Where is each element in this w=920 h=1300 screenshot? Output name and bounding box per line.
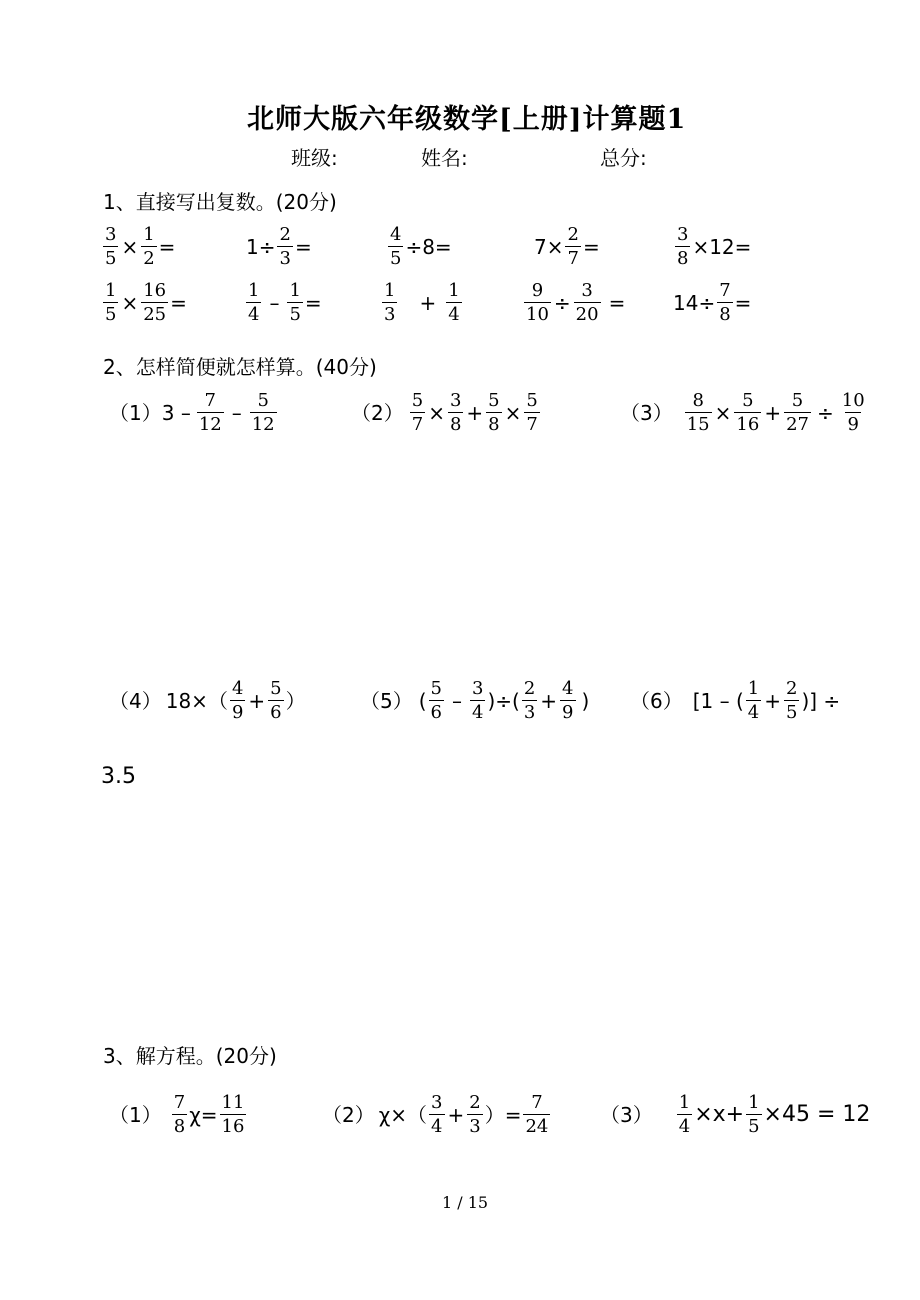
fraction: $\frac{1}{5}$: [289, 280, 301, 325]
q3-equation-3: （3） $\frac{1}{4}$ ×x+ $\frac{1}{5}$ ×45 = 12: [600, 1092, 871, 1137]
fraction: $\frac{4}{9}$: [231, 678, 244, 723]
fraction: $\frac{3}{4}$: [431, 1092, 443, 1137]
fraction: $\frac{11}{16}$: [221, 1092, 245, 1137]
q2-problem-3: （3） $\frac{8}{15}$ × $\frac{5}{16}$ + $\frac{5}{27}$ ÷ $\frac{10}{9}$: [620, 390, 865, 435]
fraction: $\frac{3}{20}$: [575, 280, 599, 325]
q1-r2-item-4: $\frac{9}{10}$ ÷ $\frac{3}{20}$ =: [526, 280, 626, 325]
fraction: $\frac{4}{9}$: [562, 678, 574, 723]
q1-r1-item-3: $\frac{4}{5}$ ÷8=: [390, 224, 452, 269]
fraction: $\frac{5}{16}$: [736, 390, 760, 435]
class-label: 班级:: [291, 146, 338, 170]
section-1-heading: 1、直接写出复数。(20分): [103, 190, 337, 214]
q1-r1-item-5: $\frac{3}{8}$ ×12=: [677, 224, 752, 269]
q2-problem-6-continuation: 3.5: [101, 764, 136, 789]
fraction: $\frac{1}{3}$: [384, 280, 396, 325]
fraction: $\frac{5}{6}$: [430, 678, 442, 723]
q2-problem-2: （2） $\frac{5}{7}$ × $\frac{3}{8}$ + $\frac{5}{8}$ × $\frac{5}{7}$: [351, 390, 538, 435]
q1-r2-item-2: $\frac{1}{4}$ – $\frac{1}{5}$ =: [248, 280, 322, 325]
fraction: $\frac{3}{5}$: [105, 224, 117, 269]
fraction: $\frac{9}{10}$: [526, 280, 549, 325]
fraction: $\frac{7}{8}$: [719, 280, 731, 325]
fraction: $\frac{3}{8}$: [449, 390, 462, 435]
fraction: $\frac{16}{25}$: [143, 280, 167, 325]
fraction: $\frac{7}{24}$: [525, 1092, 549, 1137]
fraction: $\frac{10}{9}$: [841, 390, 865, 435]
q2-problem-1: （1） 3 – $\frac{7}{12}$ – $\frac{5}{12}$: [109, 390, 275, 435]
q3-equation-2: （2） χ×（ $\frac{3}{4}$ + $\frac{2}{3}$ ）= $\frac{7}{24}$: [322, 1092, 549, 1137]
q2-problem-5: （5） ( $\frac{5}{6}$ – $\frac{3}{4}$ )÷( $\frac{2}{3}$ + $\frac{4}{9}$ ): [360, 678, 590, 723]
page-number: 1 / 15: [442, 1193, 489, 1212]
q1-r1-item-4: 7× $\frac{2}{7}$ =: [534, 224, 600, 269]
fraction: $\frac{3}{4}$: [472, 678, 484, 723]
fraction: $\frac{1}{4}$: [248, 280, 260, 325]
fraction: $\frac{5}{7}$: [526, 390, 538, 435]
q3-equation-1: （1） $\frac{7}{8}$ χ= $\frac{11}{16}$: [109, 1092, 245, 1137]
fraction: $\frac{7}{8}$: [173, 1092, 186, 1137]
q1-r2-item-3: $\frac{1}{3}$ + $\frac{1}{4}$: [384, 280, 460, 325]
fraction: $\frac{5}{7}$: [411, 390, 424, 435]
fraction: $\frac{4}{5}$: [390, 224, 402, 269]
fraction: $\frac{1}{2}$: [143, 224, 155, 269]
section-3-heading: 3、解方程。(20分): [103, 1044, 277, 1068]
page-title: 北师大版六年级数学[上册]计算题1: [247, 104, 687, 135]
fraction: $\frac{2}{3}$: [279, 224, 291, 269]
q1-r1-item-2: 1÷ $\frac{2}{3}$ =: [246, 224, 312, 269]
fraction: $\frac{1}{5}$: [105, 280, 117, 325]
fraction: $\frac{3}{8}$: [677, 224, 689, 269]
fraction: $\frac{5}{6}$: [270, 678, 282, 723]
fraction: $\frac{2}{3}$: [469, 1092, 481, 1137]
q2-problem-4: （4） 18×（ $\frac{4}{9}$ + $\frac{5}{6}$ ）: [109, 678, 306, 723]
fraction: $\frac{2}{3}$: [523, 678, 536, 723]
fraction: $\frac{1}{4}$: [747, 678, 760, 723]
fraction: $\frac{2}{5}$: [786, 678, 798, 723]
fraction: $\frac{1}{4}$: [448, 280, 460, 325]
fraction: $\frac{5}{27}$: [786, 390, 809, 435]
q1-r2-item-1: $\frac{1}{5}$ × $\frac{16}{25}$ =: [105, 280, 187, 325]
name-label: 姓名:: [421, 146, 468, 170]
fraction: $\frac{5}{8}$: [488, 390, 500, 435]
q1-r1-item-1: $\frac{3}{5}$ × $\frac{1}{2}$ =: [105, 224, 176, 269]
score-label: 总分:: [600, 146, 647, 170]
fraction: $\frac{5}{12}$: [251, 390, 275, 435]
fraction: $\frac{8}{15}$: [686, 390, 710, 435]
fraction: $\frac{7}{12}$: [198, 390, 222, 435]
q2-problem-6: （6） [1 – ( $\frac{1}{4}$ + $\frac{2}{5}$ )] ÷: [630, 678, 841, 723]
fraction: $\frac{1}{4}$: [678, 1092, 691, 1137]
fraction: $\frac{1}{5}$: [748, 1092, 760, 1137]
fraction: $\frac{2}{7}$: [567, 224, 579, 269]
section-2-heading: 2、怎样简便就怎样算。(40分): [103, 355, 377, 379]
q1-r2-item-5: 14÷ $\frac{7}{8}$ =: [673, 280, 752, 325]
